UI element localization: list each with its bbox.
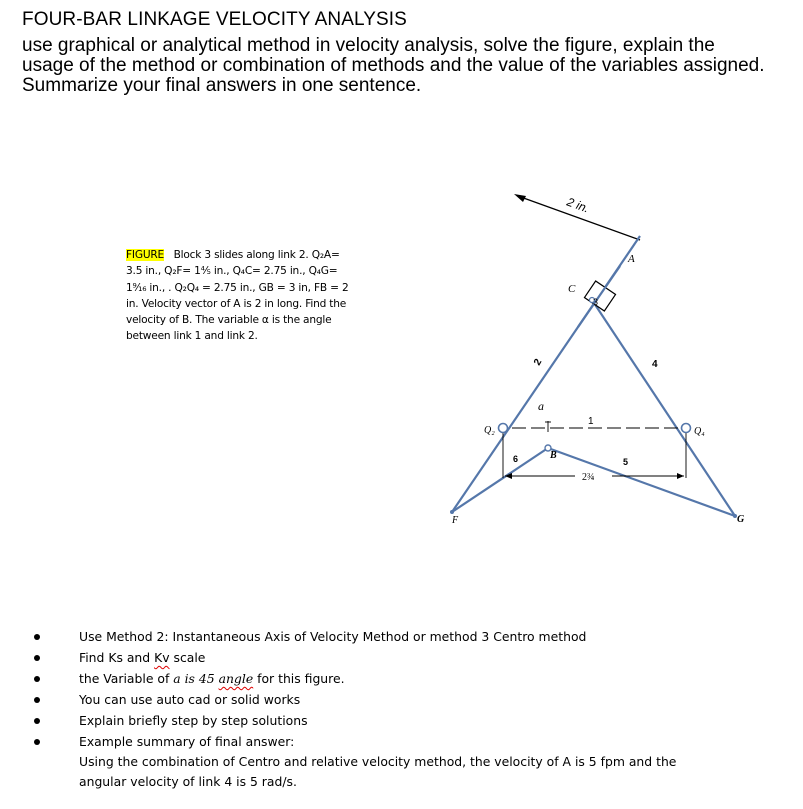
spellcheck-word: angle [218,671,254,686]
text-run: Find Ks and [79,650,155,665]
text-run: for this figure. [253,671,345,686]
caption-line: in. Velocity vector of A is 2 in long. Find the [126,297,347,310]
summary-example-line: Using the combination of Centro and relative velocity method, the velocity of A is 5 fpm and the [79,754,677,769]
velocity-label: 2 in. [564,194,592,216]
label-alpha: a [538,399,544,413]
caption-text: Block 3 slides along link 2. Q₂A= [173,249,340,261]
link-6 [452,448,548,512]
pivot-q4 [682,424,691,433]
link-4 [592,300,735,516]
label-b: B [550,450,557,461]
caption-line: velocity of B. The variable α is the angle [126,314,332,327]
label-a: A [628,253,635,265]
bullet-icon [34,634,40,640]
list-item [0,689,803,710]
bullet-icon [34,676,40,682]
list-item-text: Explain briefly step by step solutions [79,713,308,728]
list-item [0,626,803,647]
variable-text: a is 45 [173,671,219,686]
problem-statement-line: Summarize your final answers in one sentence. [22,75,422,96]
label-c: C [568,283,576,295]
list-item [0,647,803,668]
velocity-arrowhead [514,194,526,202]
bullet-icon [34,655,40,661]
instruction-list [0,626,803,792]
label-f: F [452,515,459,526]
caption-line: between link 1 and link 2. [126,330,258,343]
summary-example-line: angular velocity of link 4 is 5 rad/s. [79,774,297,789]
dimension-label: 2¾ [582,472,595,483]
problem-statement [22,36,792,96]
list-item [0,731,803,792]
problem-statement-line: usage of the method or combination of methods and the value of the variables assigned. [22,55,765,76]
caption-line [126,247,376,263]
list-item-text: Use Method 2: Instantaneous Axis of Velocity Method or method 3 Centro method [79,629,587,644]
text-run: scale [169,650,206,665]
pivot-q2 [499,424,508,433]
bullet-icon [34,718,40,724]
figure-caption [126,247,376,345]
problem-statement-line: use graphical or analytical method in velocity analysis, solve the figure, explain the [22,35,715,56]
caption-line: 3.5 in., Q₂F= 1⅘ in., Q₄C= 2.75 in., Q₄G= [126,265,338,278]
label-6: 6 [513,454,519,464]
pin-f [450,510,454,514]
page-title: FOUR-BAR LINKAGE VELOCITY ANALYSIS [22,9,407,30]
list-item [0,668,803,689]
caption-line: 1⁹⁄₁₆ in., . Q₂Q₄ = 2.75 in., GB = 3 in, FB = 2 [126,281,349,294]
list-item [0,710,803,731]
figure-label: FIGURE [126,249,165,261]
spellcheck-word: Kv [154,650,170,665]
label-2: 2 [532,357,545,368]
list-item-text [79,647,803,668]
dimension-arrowhead [677,473,684,479]
text-run: the Variable of [79,671,174,686]
label-g: G [737,514,745,525]
label-3: 3 [593,297,599,307]
link-5 [548,448,735,516]
label-4: 4 [652,359,658,370]
label-q2: Q₂ [484,425,495,436]
linkage-diagram [440,180,800,530]
list-item-text: You can use auto cad or solid works [79,692,301,707]
label-5: 5 [623,457,629,467]
bullet-icon [34,697,40,703]
list-item-text: Example summary of final answer: [79,734,295,749]
label-1: 1 [588,416,594,427]
bullet-icon [34,739,40,745]
list-item-text [79,668,803,689]
label-q4: Q₄ [694,426,705,437]
